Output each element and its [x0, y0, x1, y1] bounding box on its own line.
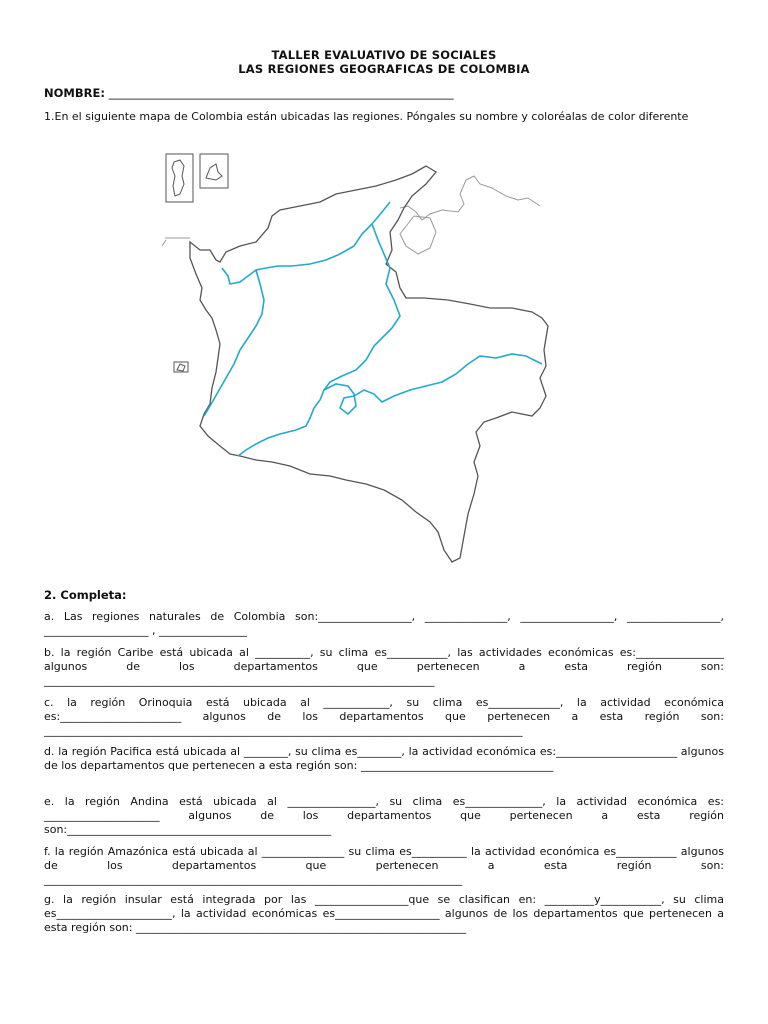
title-line-2: LAS REGIONES GEOGRAFICAS DE COLOMBIA — [238, 62, 530, 76]
island-providencia — [206, 164, 222, 180]
panama-outline — [162, 238, 190, 246]
title-line-1: TALLER EVALUATIVO DE SOCIALES — [271, 48, 497, 62]
item-b[interactable]: b. la región Caribe está ubicada al __________, su clima es___________, las actividades económicas es:________________ algunos de los departamentos que pertenecen a esta región son: _______________________________________________________________________ — [44, 646, 724, 687]
item-e[interactable]: e. la región Andina está ubicada al ________________, su clima es______________, la actividad económica es: _____________________ algunos de los departamentos que pertenecen a esta región son:________________________________________________ — [44, 795, 724, 836]
inset-box-providencia — [200, 154, 228, 188]
colombia-border — [190, 166, 548, 562]
name-blank[interactable]: ____________________________________________________________ — [108, 86, 454, 100]
island-malpelo — [177, 364, 185, 371]
caribe-andina-boundary — [222, 202, 390, 284]
island-san-andres — [172, 160, 184, 196]
item-f[interactable]: f. la región Amazónica está ubicada al _______________ su clima es__________ la actividad económica es___________ algunos de los departamentos que pertenecen a esta región son: ____________________________________________________________________________ — [44, 845, 724, 886]
lake-maracaibo — [400, 216, 436, 254]
item-d[interactable]: d. la región Pacifica está ubicada al ________, su clima es________, la actividad económica es:______________________ algunos de los departamentos que pertenecen a esta región son: ___________________________________ — [44, 745, 724, 772]
colombia-map — [160, 150, 560, 570]
inset-box-san-andres — [166, 154, 193, 202]
section-2-title: 2. Completa: — [44, 588, 127, 602]
item-c[interactable]: c. la región Orinoquia está ubicada al ____________, su clima es_____________, la actividad económica es:______________________ algunos de los departamentos que pertenecen a esta región son: _______________________________________________________________________________________ — [44, 696, 724, 737]
orinoquia-amazonia-boundary — [324, 354, 542, 414]
item-g[interactable]: g. la región insular está integrada por las _________________que se clasifican en: _________y___________, su clima es_____________________, la actividad económicas es___________________ algunos de los departamentos que pertenecen a esta región son: ____________________________________________________________ — [44, 893, 724, 934]
item-a[interactable]: a. Las regiones naturales de Colombia son:_________________, _______________, _________________, _________________, ___________________ , ________________ — [44, 610, 724, 637]
name-field[interactable] — [44, 86, 454, 100]
question-1: 1.En el siguiente mapa de Colombia están ubicadas las regiones. Póngales su nombre y coloréalas de color diferente — [44, 110, 689, 123]
name-label: NOMBRE: — [44, 86, 105, 100]
andina-eastern-boundary — [238, 224, 400, 456]
pacifica-andina-boundary — [204, 270, 264, 416]
venezuela-outline — [400, 176, 540, 220]
